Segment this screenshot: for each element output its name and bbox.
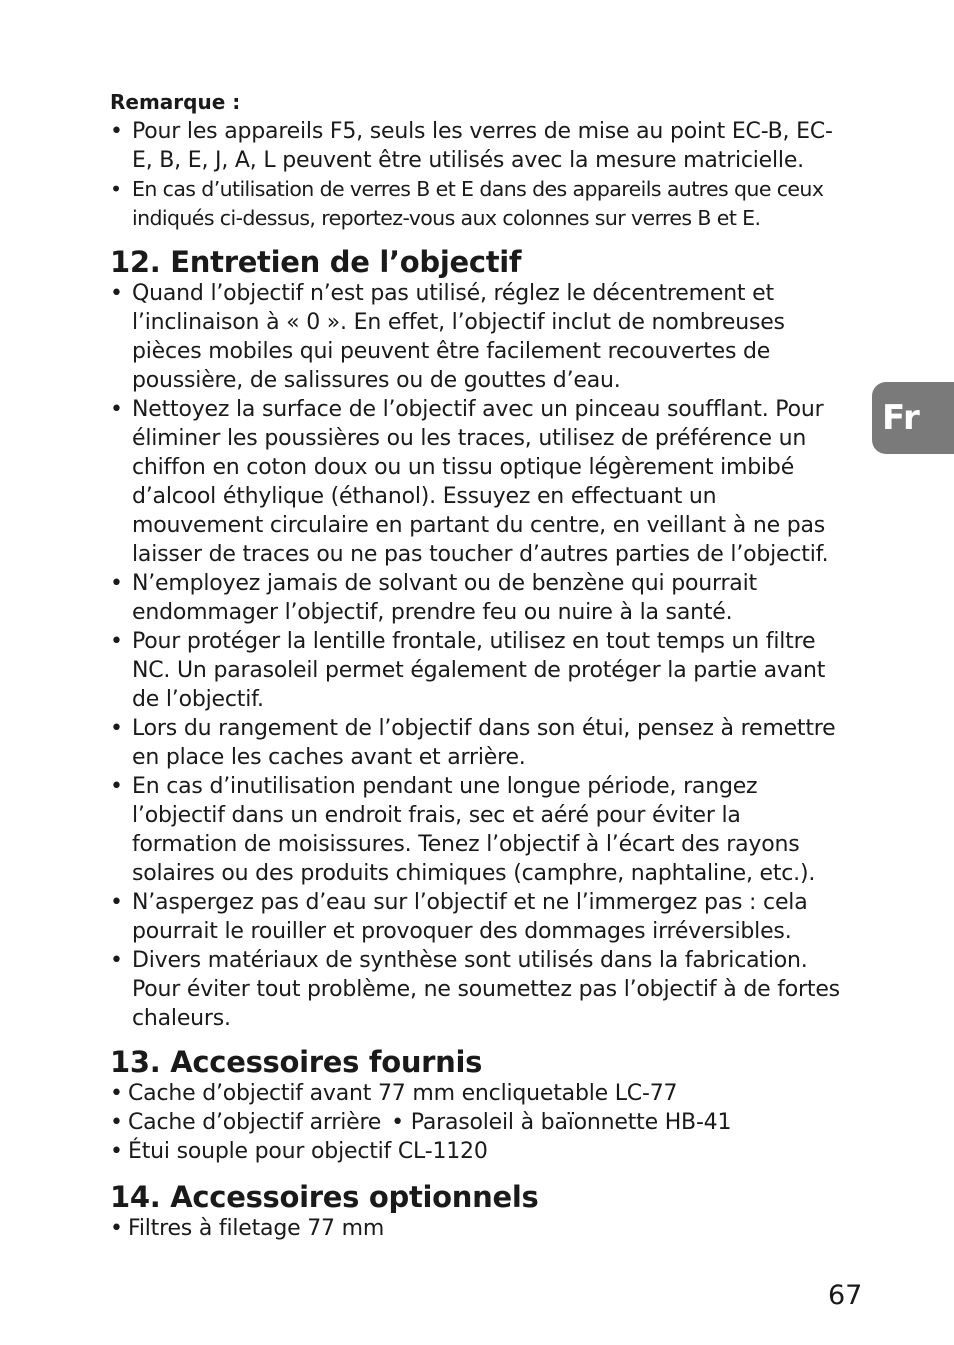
list-item: • Filtres à filetage 77 mm — [110, 1214, 850, 1243]
section-heading-maintenance: 12. Entretien de l’objectif — [110, 245, 522, 279]
list-item: • Pour les appareils F5, seuls les verres de mise au point EC-B, EC-E, B, E, J, A, L peuvent être utilisés avec la mesure matricielle. — [110, 117, 850, 175]
list-item: • Divers matériaux de synthèse sont utilisés dans la fabrication. Pour éviter tout problème, ne soumettez pas l’objectif à de fortes chaleurs. — [110, 946, 850, 1033]
page-content — [110, 88, 850, 1243]
page-number: 67 — [828, 1280, 863, 1311]
bullet-separator: • — [391, 1110, 411, 1135]
list-item — [110, 1108, 850, 1137]
list-item: • Cache d’objectif avant 77 mm encliquetable LC-77 — [110, 1079, 850, 1108]
list-item: • N’aspergez pas d’eau sur l’objectif et ne l’immergez pas : cela pourrait le rouiller et provoquer des dommages irréversibles. — [110, 888, 850, 946]
list-item: • En cas d’inutilisation pendant une longue période, rangez l’objectif dans un endroit frais, sec et aéré pour éviter la formation de moisissures. Tenez l’objectif à l’écart des rayons solaires ou des produits chimiques (camphre, naphtaline, etc.). — [110, 772, 850, 888]
list-item: • Nettoyez la surface de l’objectif avec un pinceau soufflant. Pour éliminer les poussières ou les traces, utilisez de préférence un chiffon en coton doux ou un tissu optique légèrement imbibé d’alcool éthylique (éthanol). Essuyez en effectuant un mouvement circulaire en partant du centre, en veillant à ne pas laisser de traces ou ne pas toucher d’autres parties de l’objectif. — [110, 395, 850, 569]
section-heading-optional-accessories: 14. Accessoires optionnels — [110, 1180, 539, 1214]
list-item: • N’employez jamais de solvant ou de benzène qui pourrait endommager l’objectif, prendre feu ou nuire à la santé. — [110, 569, 850, 627]
remark-list-2 — [110, 175, 850, 233]
list-item: • Lors du rangement de l’objectif dans son étui, pensez à remettre en place les caches avant et arrière. — [110, 714, 850, 772]
list-item: • En cas d’utilisation de verres B et E dans des appareils autres que ceux indiqués ci-dessus, reportez-vous aux colonnes sur verres B et E. — [110, 175, 850, 233]
maintenance-list — [110, 279, 850, 1033]
optional-accessories-list — [110, 1214, 850, 1243]
remark-list — [110, 117, 850, 175]
language-tab: Fr — [872, 382, 954, 454]
list-item: • Pour protéger la lentille frontale, utilisez en tout temps un filtre NC. Un parasoleil permet également de protéger la partie avant de l’objectif. — [110, 627, 850, 714]
supplied-accessories-list — [110, 1079, 850, 1166]
list-item-text: Cache d’objectif arrière — [128, 1110, 382, 1135]
remark-title: Remarque : — [110, 90, 241, 114]
section-heading-supplied-accessories: 13. Accessoires fournis — [110, 1045, 483, 1079]
list-item-text: Parasoleil à baïonnette HB-41 — [410, 1110, 732, 1135]
list-item: • Étui souple pour objectif CL-1120 — [110, 1137, 850, 1166]
list-item: • Quand l’objectif n’est pas utilisé, réglez le décentrement et l’inclinaison à « 0 ». En effet, l’objectif inclut de nombreuses pièces mobiles qui peuvent être facilement recouvertes de poussière, de salissures ou de gouttes d’eau. — [110, 279, 850, 395]
